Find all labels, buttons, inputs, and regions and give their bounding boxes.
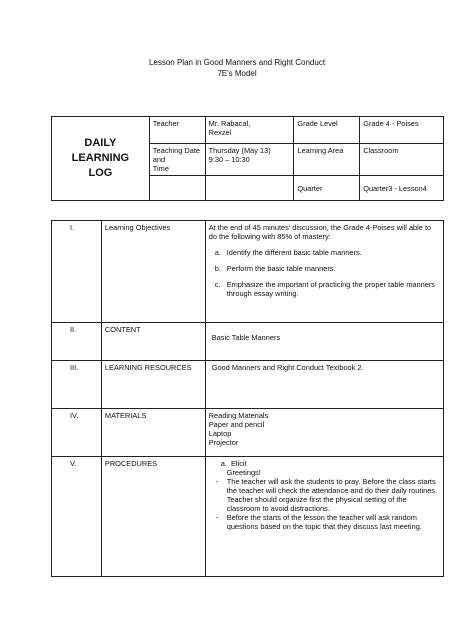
resources-label: LEARNING RESOURCES: [101, 361, 205, 409]
empty-cell: [205, 176, 294, 201]
procedure-step-title: a. Elicit: [220, 459, 247, 468]
content-value: Basic Table Manners: [205, 323, 443, 361]
grade-level-value: Grade 4 - Poises: [360, 117, 444, 144]
procedures-label: PROCEDURES: [101, 457, 205, 577]
objectives-label: Learning Objectives: [101, 221, 205, 323]
learning-area-value: Classroom: [360, 144, 444, 176]
content-label: CONTENT: [101, 323, 205, 361]
quarter-label: Quarter: [294, 176, 360, 201]
teaching-date-label: Teaching Date and Time: [149, 144, 205, 176]
procedure-bullets: [209, 477, 440, 531]
list-item: - The teacher will ask the students to pray. Before the class starts the teacher will check the attendance and do their daily routines. Teacher should organize first the physical setting of the classroom to avoid distractions.: [215, 477, 438, 513]
content-row: [52, 323, 444, 361]
materials-row: [52, 409, 444, 457]
quarter-value: Quarter3 - Lesson4: [360, 176, 444, 201]
materials-value: Reading Materials Paper and pencil Laptop Projector: [205, 409, 443, 457]
model-subtitle: 7E's Model: [217, 69, 257, 78]
procedures-content: [205, 457, 443, 577]
objectives-list: [209, 248, 440, 298]
resources-row: [52, 361, 444, 409]
grade-level-label: Grade Level: [294, 117, 360, 144]
section-number: III.: [52, 361, 102, 409]
teacher-value: Mr. Rabacal, Rexzel: [205, 117, 294, 144]
list-item: c. Emphasize the important of practicing the proper table manners through essay writing.: [214, 280, 435, 298]
list-item: - Before the starts of the lesson the teacher will ask random questions based on the topic that they discuss last meeting.: [215, 513, 422, 531]
procedures-row: [52, 457, 444, 577]
header-table: [51, 116, 444, 201]
procedure-greeting: Greetings!: [226, 468, 261, 477]
objectives-row: [52, 221, 444, 323]
section-number: II.: [52, 323, 102, 361]
learning-area-label: Learning Area: [294, 144, 360, 176]
section-number: I.: [52, 221, 102, 323]
teacher-label: Teacher: [149, 117, 205, 144]
lesson-plan-title: Lesson Plan in Good Manners and Right Conduct: [148, 58, 326, 67]
list-item: b. Perform the basic table manners.: [214, 264, 336, 273]
objectives-content: [205, 221, 443, 323]
daily-learning-log-label: DAILY LEARNING LOG: [52, 117, 150, 201]
resources-value: Good Manners and Right Conduct Textbook 2.: [205, 361, 443, 409]
teaching-date-value: Thursday (May 13) 9:30 – 10:30: [205, 144, 294, 176]
section-number: IV.: [52, 409, 102, 457]
list-item: a. Identify the different basic table manners.: [214, 248, 362, 257]
section-number: V.: [52, 457, 102, 577]
empty-cell: [149, 176, 205, 201]
materials-label: MATERIALS: [101, 409, 205, 457]
objectives-intro: At the end of 45 minutes' discussion, the Grade 4-Poises will able to do the following with 85% of mastery:: [208, 223, 432, 241]
lesson-plan-table: [51, 220, 444, 577]
